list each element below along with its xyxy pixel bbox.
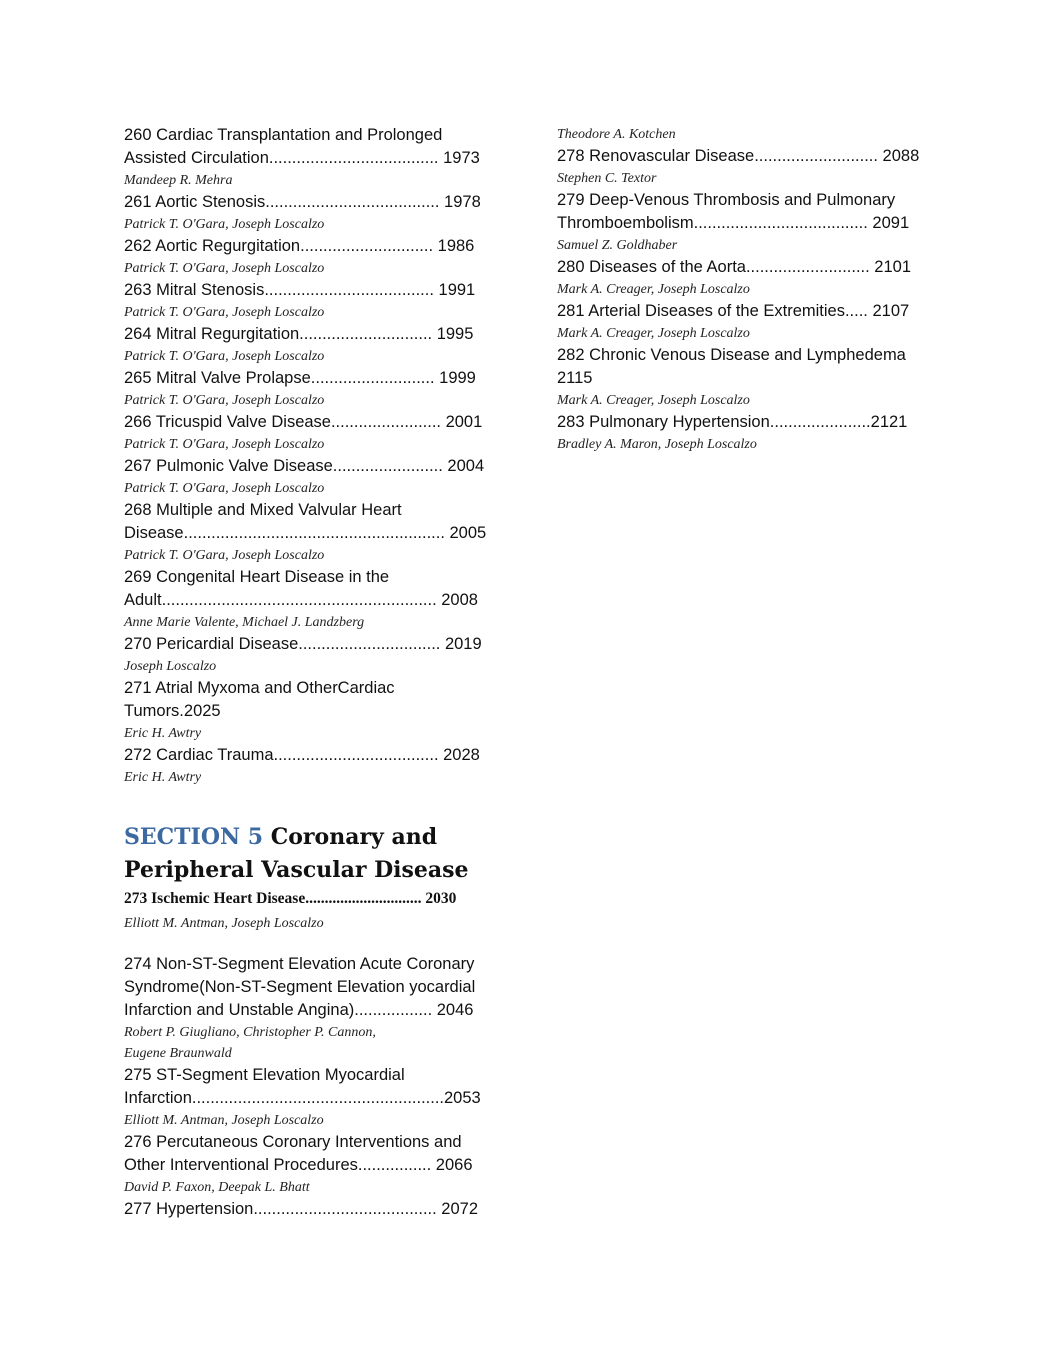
toc-entry-title[interactable]: 263 Mitral Stenosis..................................... 1991 bbox=[124, 281, 476, 299]
toc-entry-title[interactable]: 262 Aortic Regurgitation............................. 1986 bbox=[124, 237, 475, 255]
toc-entry-title[interactable]: 274 Non-ST-Segment Elevation Acute Coronary bbox=[124, 955, 475, 973]
toc-entry-authors: Anne Marie Valente, Michael J. Landzberg bbox=[124, 615, 365, 630]
toc-entry-title[interactable]: 270 Pericardial Disease............................... 2019 bbox=[124, 635, 482, 653]
toc-entry bbox=[557, 411, 937, 455]
toc-entry-title[interactable]: 281 Arterial Diseases of the Extremities..... 2107 bbox=[557, 302, 910, 320]
toc-entry bbox=[124, 455, 504, 499]
toc-entry-authors: Eric H. Awtry bbox=[124, 726, 202, 741]
toc-entry-title[interactable]: Syndrome(Non-ST-Segment Elevation yocardial bbox=[124, 978, 476, 996]
section-title-part1: Coronary and bbox=[270, 824, 438, 850]
toc-entry bbox=[557, 145, 937, 189]
toc-entry-title[interactable]: Adult............................................................ 2008 bbox=[124, 591, 478, 609]
toc-entry-authors: Mandeep R. Mehra bbox=[124, 173, 233, 188]
toc-entry bbox=[124, 323, 504, 367]
toc-entry-title[interactable]: 264 Mitral Regurgitation............................. 1995 bbox=[124, 325, 474, 343]
toc-entry bbox=[124, 411, 504, 455]
toc-entry-title[interactable]: Infarction and Unstable Angina)................. 2046 bbox=[124, 1001, 474, 1019]
toc-entry-title[interactable]: Disease......................................................... 2005 bbox=[124, 524, 487, 542]
toc-entry-title[interactable]: 273 Ischemic Heart Disease.............................. 2030 bbox=[124, 890, 457, 907]
toc-entry-title[interactable]: 282 Chronic Venous Disease and Lymphedema bbox=[557, 346, 906, 364]
toc-entry-authors: Patrick T. O'Gara, Joseph Loscalzo bbox=[124, 393, 325, 408]
toc-entry-title[interactable]: 2115 bbox=[557, 369, 593, 387]
toc-entries-after-section bbox=[124, 953, 504, 1221]
toc-entry-authors: Patrick T. O'Gara, Joseph Loscalzo bbox=[124, 481, 325, 496]
toc-entry-title[interactable]: 260 Cardiac Transplantation and Prolonged bbox=[124, 126, 443, 144]
toc-entry-title[interactable]: 280 Diseases of the Aorta........................... 2101 bbox=[557, 258, 912, 276]
toc-entry-authors: Mark A. Creager, Joseph Loscalzo bbox=[557, 393, 750, 408]
toc-entry-title[interactable]: 271 Atrial Myxoma and OtherCardiac bbox=[124, 679, 395, 697]
toc-entry bbox=[557, 344, 937, 411]
toc-entry bbox=[557, 189, 937, 256]
toc-entry bbox=[124, 566, 504, 633]
toc-entry-title[interactable]: Assisted Circulation..................................... 1973 bbox=[124, 149, 480, 167]
toc-entry-title[interactable]: 277 Hypertension........................................ 2072 bbox=[124, 1200, 478, 1218]
toc-entry-authors: Elliott M. Antman, Joseph Loscalzo bbox=[124, 1113, 324, 1128]
toc-entry-title[interactable]: 266 Tricuspid Valve Disease........................ 2001 bbox=[124, 413, 483, 431]
toc-entry-authors: Bradley A. Maron, Joseph Loscalzo bbox=[557, 437, 757, 452]
toc-entry-authors: Samuel Z. Goldhaber bbox=[557, 238, 678, 253]
toc-entry bbox=[124, 677, 504, 744]
toc-entry-title[interactable]: 275 ST-Segment Elevation Myocardial bbox=[124, 1066, 405, 1084]
toc-entry-title[interactable]: Thromboembolism...................................... 2091 bbox=[557, 214, 910, 232]
toc-entry-title[interactable]: 283 Pulmonary Hypertension......................2121 bbox=[557, 413, 908, 431]
toc-entry bbox=[557, 300, 937, 344]
toc-entry-authors: Patrick T. O'Gara, Joseph Loscalzo bbox=[124, 305, 325, 320]
toc-entry-title[interactable]: 278 Renovascular Disease........................... 2088 bbox=[557, 147, 920, 165]
toc-entry-authors: Patrick T. O'Gara, Joseph Loscalzo bbox=[124, 217, 325, 232]
toc-entry-authors: Eric H. Awtry bbox=[124, 770, 202, 785]
toc-entry-authors: Robert P. Giugliano, Christopher P. Cannon, bbox=[124, 1025, 376, 1040]
toc-entry-authors: Patrick T. O'Gara, Joseph Loscalzo bbox=[124, 349, 325, 364]
right-toc-column bbox=[557, 124, 937, 455]
toc-entry-authors: Patrick T. O'Gara, Joseph Loscalzo bbox=[124, 548, 325, 563]
toc-entry bbox=[124, 953, 504, 1064]
toc-entry-authors: Joseph Loscalzo bbox=[124, 659, 217, 674]
spacer bbox=[124, 934, 504, 953]
toc-entry-title[interactable]: 265 Mitral Valve Prolapse........................... 1999 bbox=[124, 369, 476, 387]
toc-entry-authors: Mark A. Creager, Joseph Loscalzo bbox=[557, 326, 750, 341]
toc-entry-authors: Theodore A. Kotchen bbox=[557, 127, 676, 142]
toc-entry bbox=[124, 1064, 504, 1131]
toc-entries-right bbox=[557, 124, 937, 455]
section-number: SECTION 5 bbox=[124, 824, 264, 850]
toc-entry bbox=[124, 1198, 504, 1221]
toc-entries-before-section bbox=[124, 124, 504, 788]
toc-entry-authors: Elliott M. Antman, Joseph Loscalzo bbox=[124, 916, 324, 931]
toc-entry-title[interactable]: Infarction.......................................................2053 bbox=[124, 1089, 481, 1107]
toc-entry-authors: Mark A. Creager, Joseph Loscalzo bbox=[557, 282, 750, 297]
section-heading bbox=[124, 821, 504, 887]
toc-entry bbox=[124, 235, 504, 279]
toc-entry bbox=[124, 279, 504, 323]
toc-entry-title[interactable]: 268 Multiple and Mixed Valvular Heart bbox=[124, 501, 402, 519]
toc-entry bbox=[124, 124, 504, 191]
toc-entry-authors: David P. Faxon, Deepak L. Bhatt bbox=[124, 1180, 310, 1195]
section-title-part2: Peripheral Vascular Disease bbox=[124, 857, 469, 883]
toc-entry bbox=[124, 499, 504, 566]
left-toc-column bbox=[124, 124, 504, 1221]
toc-entry-title[interactable]: 269 Congenital Heart Disease in the bbox=[124, 568, 390, 586]
toc-entry-title[interactable]: 279 Deep-Venous Thrombosis and Pulmonary bbox=[557, 191, 896, 209]
toc-entry-title[interactable]: 267 Pulmonic Valve Disease........................ 2004 bbox=[124, 457, 485, 475]
toc-entry-title[interactable]: 276 Percutaneous Coronary Interventions and bbox=[124, 1133, 462, 1151]
toc-entry bbox=[557, 256, 937, 300]
toc-entry bbox=[124, 633, 504, 677]
toc-entry-title[interactable]: Other Interventional Procedures................ 2066 bbox=[124, 1156, 473, 1174]
toc-entry bbox=[124, 367, 504, 411]
toc-entry-title[interactable]: Tumors.2025 bbox=[124, 702, 221, 720]
toc-entry bbox=[557, 124, 937, 145]
toc-entry bbox=[124, 191, 504, 235]
toc-entry-authors: Eugene Braunwald bbox=[124, 1046, 232, 1061]
toc-entry bbox=[124, 744, 504, 788]
toc-entry-title[interactable]: 272 Cardiac Trauma.................................... 2028 bbox=[124, 746, 480, 764]
toc-entry-title[interactable]: 261 Aortic Stenosis...................................... 1978 bbox=[124, 193, 481, 211]
toc-entry-authors: Patrick T. O'Gara, Joseph Loscalzo bbox=[124, 261, 325, 276]
toc-entry-authors: Stephen C. Textor bbox=[557, 171, 657, 186]
toc-entry bbox=[124, 1131, 504, 1198]
toc-entry-authors: Patrick T. O'Gara, Joseph Loscalzo bbox=[124, 437, 325, 452]
